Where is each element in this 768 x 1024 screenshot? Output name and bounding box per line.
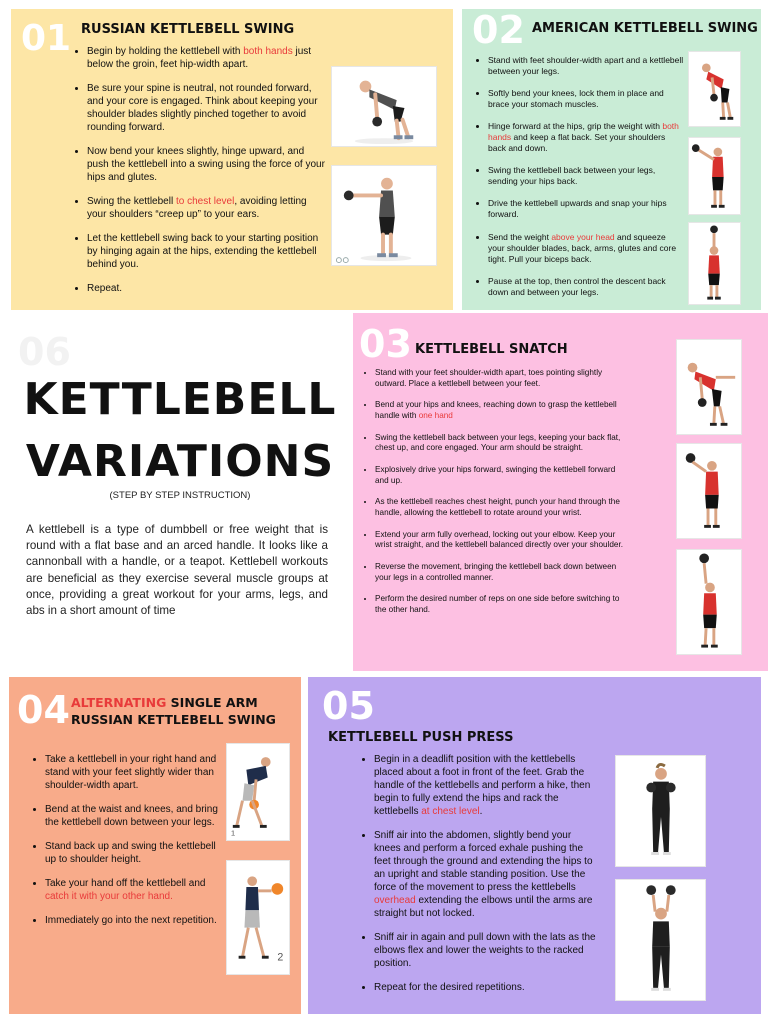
title-highlight: ALTERNATING	[71, 695, 167, 710]
photo-alternating-up	[226, 860, 290, 975]
step-highlight: one hand	[418, 410, 453, 420]
step-text: Extend your arm fully overhead, locking out your elbow. Keep your wrist straight, and the kettlebell balanced directly over your shoulder.	[375, 529, 624, 550]
step-highlight: to chest level	[175, 196, 235, 207]
step-item	[45, 914, 226, 927]
step-text: Sniff air in again and pull down with the lats as the elbows flex and lower the weights to the racked position.	[374, 932, 596, 969]
photo-swing-top	[331, 165, 437, 266]
steps-list	[73, 45, 325, 306]
step-item	[488, 88, 684, 110]
step-text: .	[479, 806, 483, 817]
step-text: Explosively drive your hips forward, swinging the kettlebell forward and up.	[375, 464, 616, 485]
step-text: Begin in a deadlift position with the kettlebells placed about a foot in front of the feet. Grab the handle of the kettlebells and perform a hike, then begin to fully extend the hips and rack the kettlebells	[374, 754, 591, 817]
step-item	[87, 282, 325, 295]
step-item	[374, 931, 600, 970]
step-text: Drive the kettlebell upwards and snap your hips forward.	[488, 198, 667, 220]
step-text: extending the elbows until the arms are straight but not locked.	[374, 895, 593, 919]
section-number: 04	[17, 688, 70, 732]
steps-list	[31, 753, 226, 938]
panel-snatch	[353, 313, 768, 671]
step-highlight: overhead	[374, 895, 416, 906]
page-title-line1: KETTLEBELL	[23, 374, 337, 425]
step-text: Swing the kettlebell back between your legs, keeping your back flat, chest up, and core engaged. Your arm should be straight.	[375, 432, 621, 453]
step-text: Repeat.	[87, 283, 123, 294]
steps-list	[474, 55, 684, 309]
step-text: Perform the desired number of reps on one side before switching to the other hand.	[375, 594, 620, 614]
step-highlight: above your head	[551, 231, 615, 242]
step-item	[375, 594, 629, 615]
step-item	[45, 840, 226, 866]
panel-alternating-swing	[9, 677, 301, 1014]
step-text: Take a kettlebell in your right hand and stand with your feet slightly wider than shoulder-width apart.	[45, 754, 217, 791]
step-text: Pause at the top, then control the descent back down and between your legs.	[488, 275, 666, 297]
section-title: AMERICAN KETTLEBELL SWING	[532, 21, 758, 36]
section-number: 05	[322, 684, 375, 728]
step-item	[374, 829, 600, 920]
step-item	[375, 562, 629, 583]
section-title: KETTLEBELL PUSH PRESS	[328, 730, 514, 745]
photo-step-label-1: 1	[230, 828, 236, 838]
step-item	[375, 530, 629, 551]
step-text: , avoiding letting your shoulders “creep up” to your ears.	[87, 196, 307, 220]
step-text: Hinge forward at the hips, grip the weight with	[488, 121, 663, 132]
section-title: KETTLEBELL SNATCH	[415, 342, 568, 357]
step-item	[488, 55, 684, 77]
step-item	[87, 82, 325, 134]
photo-snatch-mid	[676, 443, 742, 539]
photo-push-press-rack	[615, 755, 706, 867]
photo-american-overhead	[688, 222, 741, 305]
step-text: and keep a flat back. Set your shoulders back and down.	[488, 132, 666, 154]
step-item	[87, 45, 325, 71]
step-item	[374, 753, 600, 818]
step-item	[488, 165, 684, 187]
photo-snatch-bottom	[676, 339, 742, 435]
step-highlight: catch it with your other hand.	[45, 891, 173, 902]
step-text: Be sure your spine is neutral, not rounded forward, and your core is engaged. Think about keeping your shoulder blades slightly pinched together to avoid rounding forward.	[87, 83, 318, 133]
step-item	[488, 232, 684, 265]
step-text: Swing the kettlebell back between your legs, sending your hips back.	[488, 165, 656, 187]
step-text: Immediately go into the next repetition.	[45, 915, 217, 926]
step-text: Repeat for the desired repetitions.	[374, 982, 525, 993]
step-text: Stand with feet shoulder-width apart and a kettlebell between your legs.	[488, 55, 684, 77]
step-item	[375, 465, 629, 486]
step-text: Take your hand off the kettlebell and	[45, 878, 206, 889]
step-item	[87, 232, 325, 271]
section-number: 01	[21, 18, 72, 59]
section-number: 02	[472, 9, 525, 52]
step-text: Swing the kettlebell	[87, 196, 176, 207]
step-text: Let the kettlebell swing back to your starting position by hinging again at the hips, extending the kettlebell behind you.	[87, 233, 319, 270]
section-title: RUSSIAN KETTLEBELL SWING	[81, 22, 295, 37]
step-item	[488, 276, 684, 298]
step-item	[45, 753, 226, 792]
step-item	[375, 497, 629, 518]
photo-american-hinge	[688, 51, 741, 127]
step-highlight: at chest level	[421, 806, 480, 817]
step-text: Begin by holding the kettlebell with	[87, 46, 244, 57]
step-highlight: both hands	[243, 46, 293, 57]
step-item	[45, 877, 226, 903]
step-item	[374, 981, 600, 994]
step-text: Now bend your knees slightly, hinge upward, and push the kettlebell into a swing using the force of your hips and glutes.	[87, 146, 325, 183]
panel-push-press	[308, 677, 761, 1014]
photo-american-mid	[688, 137, 741, 215]
photo-swing-start	[331, 66, 437, 147]
title-rest: SINGLE ARM RUSSIAN KETTLEBELL SWING	[71, 695, 276, 727]
ghost-number: 06	[18, 330, 71, 374]
step-text: Send the weight	[488, 231, 552, 242]
step-item	[87, 145, 325, 184]
photo-step-label-2: 2	[277, 951, 284, 964]
panel-russian-swing	[11, 9, 453, 310]
section-number: 03	[359, 322, 412, 366]
step-item	[488, 121, 684, 154]
step-text: Bend at your hips and knees, reaching down to grasp the kettlebell handle with	[375, 400, 617, 420]
step-item	[45, 803, 226, 829]
page-subtitle: (STEP BY STEP INSTRUCTION)	[109, 490, 251, 501]
step-item	[375, 433, 629, 454]
step-text: Stand with your feet shoulder-width apart, toes pointing slightly outward. Place a kettlebell between your feet.	[375, 368, 603, 388]
step-text: and squeeze your shoulder blades, back, arms, glutes and core tight. Pull your biceps back.	[488, 231, 677, 264]
step-item	[375, 368, 629, 389]
step-text: Softly bend your knees, lock them in place and brace your stomach muscles.	[488, 88, 664, 110]
steps-list	[360, 753, 600, 1005]
section-title	[71, 695, 301, 729]
photo-snatch-overhead	[676, 549, 742, 655]
step-highlight: both hands	[488, 121, 679, 143]
photo-alternating-down	[226, 743, 290, 841]
step-text: Bend at the waist and knees, and bring the kettlebell down between your legs.	[45, 804, 218, 828]
intro-panel	[0, 318, 352, 670]
steps-list	[361, 368, 629, 627]
panel-american-swing	[462, 9, 761, 310]
step-text: just below the groin, feet hip-width apart.	[87, 46, 312, 70]
step-text: Reverse the movement, bringing the kettlebell back down between your legs in a controlled manner.	[375, 561, 617, 582]
page-title-line2: VARIATIONS	[25, 436, 335, 487]
step-item	[488, 198, 684, 220]
step-item	[375, 400, 629, 421]
intro-description: A kettlebell is a type of dumbbell or free weight that is round with a flat base and an arced handle. It looks like a cannonball with a handle, or a teapot. Kettlebell workouts are beneficial as they exercise several muscle groups at once, providing a great workout for your arms, legs, and abs in a short amount of time	[26, 523, 328, 618]
step-item	[87, 195, 325, 221]
step-text: Stand back up and swing the kettlebell up to shoulder height.	[45, 841, 216, 865]
photo-push-press-overhead	[615, 879, 706, 1001]
step-text: Sniff air into the abdomen, slightly bend your knees and perform a forced exhale pushing the feet through the ground and extending the hips to an upright and stable standing position. Use the force of the movement to press the kettlebells	[374, 830, 593, 893]
step-text: As the kettlebell reaches chest height, punch your hand through the handle, allowing the kettlebell to rotate around your wrist.	[375, 497, 620, 517]
